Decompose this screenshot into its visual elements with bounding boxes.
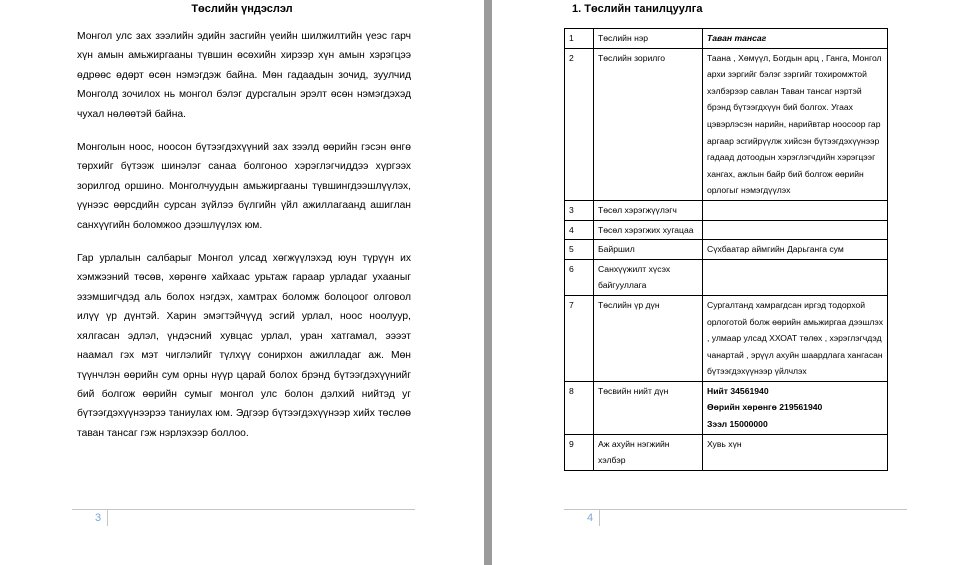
table-row bbox=[565, 259, 888, 295]
body-text bbox=[77, 27, 411, 457]
row-number: 5 bbox=[565, 240, 594, 260]
page-number: 3 bbox=[95, 512, 102, 524]
section-title: Төслийн үндэслэл bbox=[191, 3, 293, 15]
row-label: Төсөл хэрэгжүүлэгч bbox=[594, 200, 703, 220]
row-label: Төсөл хэрэгжих хугацаа bbox=[594, 220, 703, 240]
table-row bbox=[565, 220, 888, 240]
row-value bbox=[703, 381, 888, 434]
row-value: Таван тансаг bbox=[703, 29, 888, 49]
row-value: Сүхбаатар аймгийн Дарьганга сум bbox=[703, 240, 888, 260]
row-label: Санхүүжилт хүсэх байгууллага bbox=[594, 259, 703, 295]
row-label: Байршил bbox=[594, 240, 703, 260]
row-number: 6 bbox=[565, 259, 594, 295]
budget-total: Нийт 34561940 bbox=[707, 385, 769, 396]
section-title: 1. Төслийн танилцуулга bbox=[572, 3, 703, 15]
table-row bbox=[565, 200, 888, 220]
budget-own-assets: Өөрийн хөрөнгө 219561940 bbox=[707, 402, 823, 413]
row-number: 1 bbox=[565, 29, 594, 49]
footer-separator bbox=[107, 509, 108, 526]
budget-loan: Зээл 15000000 bbox=[707, 419, 768, 430]
row-label: Төсвийн нийт дүн bbox=[594, 381, 703, 434]
document-page-left bbox=[0, 0, 484, 565]
row-label: Аж ахуйн нэгжийн хэлбэр bbox=[594, 434, 703, 470]
row-label: Төслийн зорилго bbox=[594, 48, 703, 200]
footer-rule bbox=[72, 509, 415, 510]
table-row bbox=[565, 29, 888, 49]
row-label: Төслийн үр дүн bbox=[594, 295, 703, 381]
row-value: Таана , Хөмүүл, Богдын арц , Ганга, Монгол архи зэргийг бэлэг зэргийг тохиромжтой хэлбэрээр савлан Таван тансаг нэртэй брэнд бүтээгдхүүн бий болгох. Угаах цэвэрлэсэн нарийн, нарийвтар ноосоор гар аргаар эсгийрүүлж хийсэн бүтээгдэхүүнээр гадаад дотоодын хэрэглэгчдийн хэрэгцээг хангах, ажлын байр бий болгож өөрийн орлогыг нэмэгдүүлэх bbox=[703, 48, 888, 200]
row-value: Сургалтанд хамрагдсан иргэд тодорхой орлоготой болж өөрийн амьжиргаа дээшлэх , улмаар улсад ХХОАТ төлөх , хэрэглэгчдэд чанартай , эрүүл ахуйн шаардлага хангасан бүтээгдэхүүнээр үйлчлэх bbox=[703, 295, 888, 381]
page-number: 4 bbox=[587, 512, 594, 524]
row-number: 9 bbox=[565, 434, 594, 470]
table-row bbox=[565, 381, 888, 434]
paragraph: Монгол улс зах зээлийн эдийн засгийн үеийн шилжилтийн үеэс гарч хүн амын амьжиргааны түвшин өсөхийн хирээр хүн амын хэрэгцээ өдрөөс өдөрт өсөн нэмэгдэж байна. Мөн гадаадын зочид, зуулчид Монголд зочилох нь монгол бэлэг дурсгалын эрэлт өсөн нэмэгдэхэд чухал нөлөөтэй байна. bbox=[77, 31, 411, 120]
row-number: 3 bbox=[565, 200, 594, 220]
row-number: 4 bbox=[565, 220, 594, 240]
footer-rule bbox=[564, 509, 907, 510]
row-number: 7 bbox=[565, 295, 594, 381]
row-label: Төслийн нэр bbox=[594, 29, 703, 49]
project-info-table bbox=[564, 28, 888, 471]
row-value bbox=[703, 220, 888, 240]
table-row bbox=[565, 295, 888, 381]
row-value bbox=[703, 259, 888, 295]
table-row bbox=[565, 434, 888, 470]
row-number: 8 bbox=[565, 381, 594, 434]
row-value: Хувь хүн bbox=[703, 434, 888, 470]
footer-separator bbox=[599, 509, 600, 526]
row-value bbox=[703, 200, 888, 220]
paragraph: Монголын ноос, ноосон бүтээгдэхүүний зах зээлд өөрийн гэсэн өнгө төрхийг бүтээж шинэлэг санаа болгоноо хэрэглэгчиддээ хүргээх зорилгод оршино. Монголчуудын амьжиргааны түвшингдээшлүүлэх, үүнээс өөрсдийн сурсан зүйлээ бүлгийн үйл ажиллагаанд ашиглан санхүүгийн боломжоо дээшлүүлэх юм. bbox=[77, 142, 411, 231]
table-row bbox=[565, 48, 888, 200]
table-row bbox=[565, 240, 888, 260]
document-page-right bbox=[492, 0, 972, 565]
paragraph: Гар урлалын салбарыг Монгол улсад хөгжүүлэхэд юун түрүүн их хэмжээний төсөв, хөрөнгө хайхаас урьтаж гараар урладаг ухааныг эзэмшигчдэд аль болох нэгдэх, хамтрах боломж болоцоог олговол илүү үр дүнтэй. Харин эмэгтэйчүүд эсгий урлал, ноос ноолуур, хялгасан эдлэл, үндэсний хувцас урлал, уран хатгамал, ээээт наамал гэх мэт чиглэлийг түлхүү сонирхон ажилладаг аж. Мөн түүнчлэн өөрийн сум орны нүүр царай болох брэнд бүтээгдэхүүнийг бий болгож өөрийн сумыг монгол улс болон дэлхий нийтэд уг бүтээгдэхүүнээрээ таниулах юм. Эдгээр бүтээгдэхүүнээр хийх төслөө таван тансаг гэж нэрлэхээр боллоо. bbox=[77, 253, 411, 439]
row-number: 2 bbox=[565, 48, 594, 200]
